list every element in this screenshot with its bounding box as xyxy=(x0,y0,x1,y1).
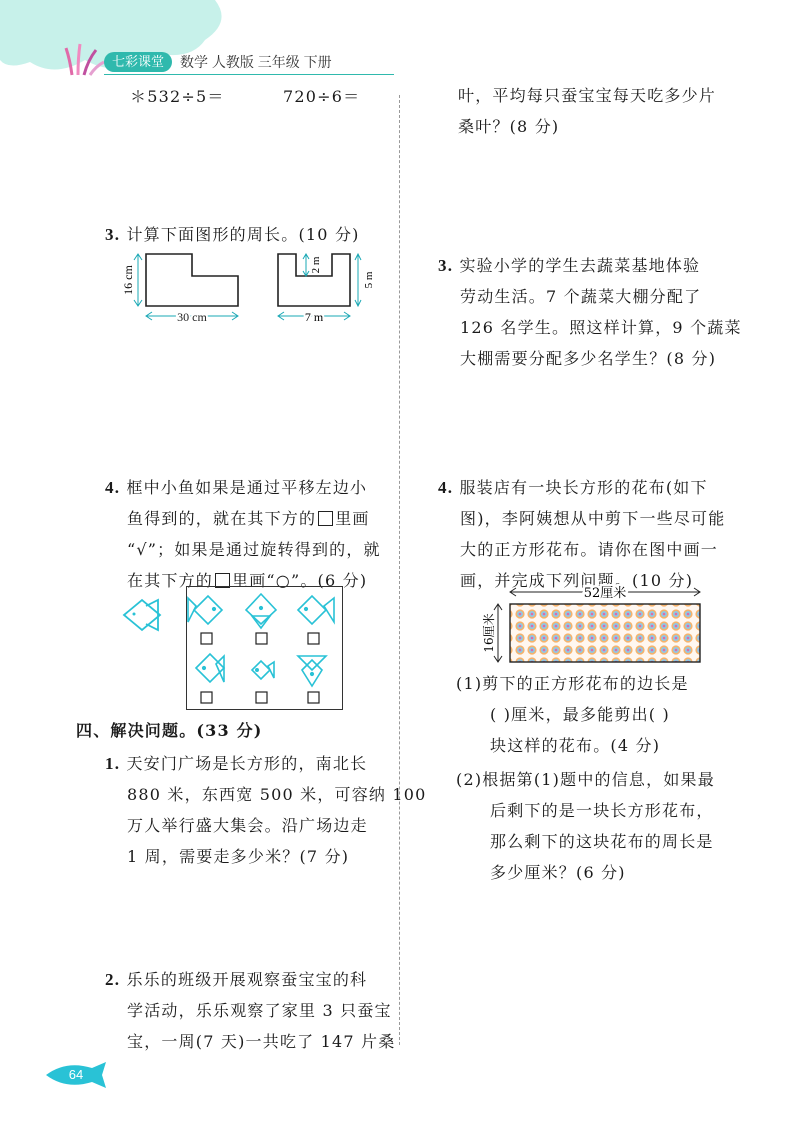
p4-sub1-line-2: ( )厘米，最多能剪出( ) xyxy=(490,705,670,724)
p2-cont-line-2: 桑叶？(8 分) xyxy=(458,117,560,136)
p2-continued xyxy=(458,80,716,142)
plant-logo-icon xyxy=(62,40,106,76)
fig2-side-label: 5 m xyxy=(363,271,375,289)
p1-line-4: 1 周，需要走多少米？(7 分) xyxy=(127,847,350,866)
q3-question xyxy=(105,220,360,250)
q3-number: 3. xyxy=(105,225,121,244)
column-divider xyxy=(399,95,400,1045)
p4-sub1-line-1: (1)剪下的正方形花布的边长是 xyxy=(456,674,689,693)
header-info: 数学 人教版 三年级 下册 xyxy=(180,54,332,70)
header-badge: 七彩课堂 xyxy=(104,52,172,72)
p1-question xyxy=(105,748,427,872)
q4-line-1: 框中小鱼如果是通过平移左边小 xyxy=(126,478,368,497)
p2-line-1: 乐乐的班级开展观察蚕宝宝的科 xyxy=(126,970,368,989)
p4-sub2-line-3: 那么剩下的这块花布的周长是 xyxy=(490,832,714,851)
section-4-title: 四、解决问题。(33 分) xyxy=(76,721,263,740)
answer-box-icon xyxy=(201,633,212,644)
q4-line-3: “√”；如果是通过旋转得到的，就 xyxy=(127,540,381,559)
p3-line-3: 126 名学生。照这样计算，9 个蔬菜 xyxy=(460,318,742,337)
p4-sub2-line-1: (2)根据第(1)题中的信息，如果最 xyxy=(456,770,715,789)
q3-text: 计算下面图形的周长。(10 分) xyxy=(126,225,360,244)
calc-expr-1: ＊532÷5＝ xyxy=(130,87,225,106)
answer-box-icon xyxy=(201,692,212,703)
p4-line-1: 服装店有一块长方形的花布(如下 xyxy=(459,478,708,497)
p1-line-2: 880 米，东西宽 500 米，可容纳 100 xyxy=(127,785,427,804)
answer-box-icon xyxy=(256,692,267,703)
perimeter-figure-1 xyxy=(112,248,252,332)
p3-line-4: 大棚需要分配多少名学生？(8 分) xyxy=(460,349,717,368)
fish-option-4-icon xyxy=(196,654,224,682)
p4-line-4: 画，并完成下列问题。(10 分) xyxy=(460,571,694,590)
p1-number: 1. xyxy=(105,754,121,773)
fish-option-5-icon xyxy=(252,661,274,679)
calc-expr-2: 720÷6＝ xyxy=(283,87,361,106)
fig2-width-label: 7 m xyxy=(304,310,324,324)
q4-line-4a: 在其下方的 xyxy=(127,571,214,590)
header-bar xyxy=(104,52,332,72)
answer-box-icon xyxy=(308,633,319,644)
p3-line-2: 劳动生活。7 个蔬菜大棚分配了 xyxy=(460,287,702,306)
p2-line-3: 宝，一周(7 天)一共吃了 147 片桑 xyxy=(127,1032,396,1051)
fish-option-1-icon xyxy=(188,596,222,624)
header-rule xyxy=(104,74,394,75)
reference-fish-icon xyxy=(120,596,164,634)
p3-number: 3. xyxy=(438,256,454,275)
fig1-width-label: 30 cm xyxy=(177,310,207,324)
p4-question xyxy=(438,472,725,596)
q4-question xyxy=(105,472,381,596)
p2-line-2: 学活动，乐乐观察了家里 3 只蚕宝 xyxy=(127,1001,392,1020)
p4-number: 4. xyxy=(438,478,454,497)
answer-box-icon xyxy=(256,633,267,644)
perimeter-figure-2 xyxy=(270,248,380,332)
p4-sub2-line-4: 多少厘米？(6 分) xyxy=(490,863,626,882)
fabric-width-label: 52厘米 xyxy=(583,586,627,601)
q4-number: 4. xyxy=(105,478,121,497)
p3-line-1: 实验小学的学生去蔬菜基地体验 xyxy=(459,256,701,275)
answer-box-icon xyxy=(308,692,319,703)
p1-line-3: 万人举行盛大集会。沿广场边走 xyxy=(127,816,368,835)
fish-options xyxy=(186,586,344,711)
page-number: 64 xyxy=(68,1067,84,1082)
fish-option-3-icon xyxy=(298,596,334,624)
p4-sub1 xyxy=(456,668,689,761)
p4-line-3: 大的正方形花布。请你在图中画一 xyxy=(460,540,719,559)
p2-number: 2. xyxy=(105,970,121,989)
p4-sub2-line-2: 后剩下的是一块长方形花布， xyxy=(490,801,714,820)
q4-line-2a: 鱼得到的，就在其下方的 xyxy=(127,509,317,528)
fabric-figure xyxy=(478,584,718,666)
answer-box-icon xyxy=(318,511,333,526)
fig1-height-label: 16 cm xyxy=(121,265,135,295)
fish-option-2-icon xyxy=(246,594,276,628)
p2-question xyxy=(105,964,395,1057)
p4-sub1-line-3: 块这样的花布。(4 分) xyxy=(490,736,661,755)
fabric-height-label: 16厘米 xyxy=(482,613,496,653)
p3-question xyxy=(438,250,742,374)
q4-line-4b: 里画“○”。(6 分) xyxy=(232,571,368,590)
fish-option-6-icon xyxy=(298,656,326,686)
p1-line-1: 天安门广场是长方形的，南北长 xyxy=(126,754,368,773)
p4-sub2 xyxy=(456,764,715,888)
p2-cont-line-1: 叶，平均每只蚕宝宝每天吃多少片 xyxy=(458,86,717,105)
q4-line-2b: 里画 xyxy=(335,509,370,528)
fig2-notch-label: 2 m xyxy=(310,256,322,274)
p4-line-2: 图)，李阿姨想从中剪下一些尽可能 xyxy=(460,509,726,528)
